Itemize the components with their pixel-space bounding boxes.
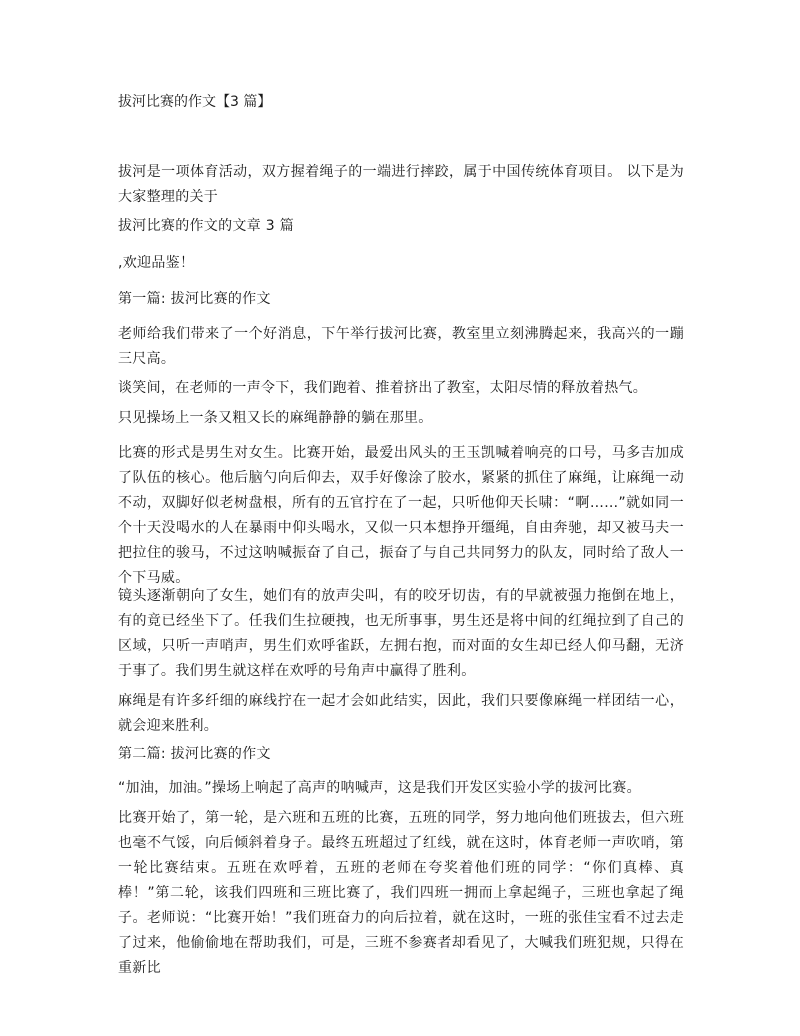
intro-paragraph: 拔河是一项体育活动，双方握着绳子的一端进行摔跤，属于中国传统体育项目。 以下是为大家整理的关于 <box>118 164 684 205</box>
section2-paragraph-2: 比赛开始了，第一轮，是六班和五班的比赛，五班的同学，努力地向他们班拔去，但六班也毫不气馁，向后倾斜着身子。最终五班超过了红线，就在这时，体育老师一声吹哨，第一轮比赛结束。五班在欢呼着，五班的老师在夸奖着他们班的同学：“你们真棒、真棒！”第二轮，该我们四班和三班比赛了，我们四班一拥而上拿起绳子，三班也拿起了绳子。老师说：“比赛开始！”我们班奋力的向后拉着，就在这时，一班的张佳宝看不过去走了过来，他偷偷地在帮助我们，可是，三班不参赛者却看见了，大喊我们班犯规，只得在重新比 <box>118 810 684 976</box>
section1-paragraph-6: 麻绳是有许多纤细的麻线拧在一起才会如此结实，因此，我们只要像麻绳一样团结一心，就会迎来胜利。 <box>118 693 684 734</box>
intro-title: 拔河比赛的作文的文章 3 篇 <box>118 218 295 234</box>
section1-paragraph-1: 老师给我们带来了一个好消息，下午举行拔河比赛，教室里立刻沸腾起来，我高兴的一蹦三尺高。 <box>118 326 684 367</box>
welcome-line: ,欢迎品鉴！ <box>118 255 195 271</box>
document-title: 拔河比赛的作文【3 篇】 <box>118 94 272 110</box>
section2-paragraph-1: “加油，加油。”操场上响起了高声的呐喊声，这是我们开发区实验小学的拔河比赛。 <box>118 780 641 796</box>
section1-paragraph-2: 谈笑间，在老师的一声令下，我们跑着、推着挤出了教室，太阳尽情的释放着热气。 <box>118 380 648 396</box>
section1-heading: 第一篇: 拔河比赛的作文 <box>118 291 271 307</box>
section1-paragraph-4: 比赛的形式是男生对女生。比赛开始，最爱出风头的王玉凯喊着响亮的口号，马多吉加成了队伍的核心。他后脑勺向后仰去，双手好像涂了胶水，紧紧的抓住了麻绳，让麻绳一动不动，双脚好似老树盘根，所有的五官拧在了一起，只听他仰天长啸：“啊……”就如同一个十天没喝水的人在暴雨中仰头喝水，又似一只本想挣开缰绳，自由奔驰，却又被马夫一把拉住的骏马，不过这呐喊振奋了自己，振奋了与自己共同努力的队友，同时给了敌人一个下马威。 <box>118 445 684 586</box>
section1-paragraph-5: 镜头逐渐朝向了女生，她们有的放声尖叫，有的咬牙切齿，有的早就被强力拖倒在地上，有的竟已经坐下了。任我们生拉硬拽，也无所事事，男生还是将中间的红绳拉到了自己的区域，只听一声哨声，男生们欢呼雀跃，左拥右抱，而对面的女生却已经人仰马翻，无济于事了。我们男生就这样在欢呼的号角声中赢得了胜利。 <box>118 588 684 679</box>
section2-heading: 第二篇: 拔河比赛的作文 <box>118 746 271 762</box>
section1-paragraph-3: 只见操场上一条又粗又长的麻绳静静的躺在那里。 <box>118 410 433 426</box>
